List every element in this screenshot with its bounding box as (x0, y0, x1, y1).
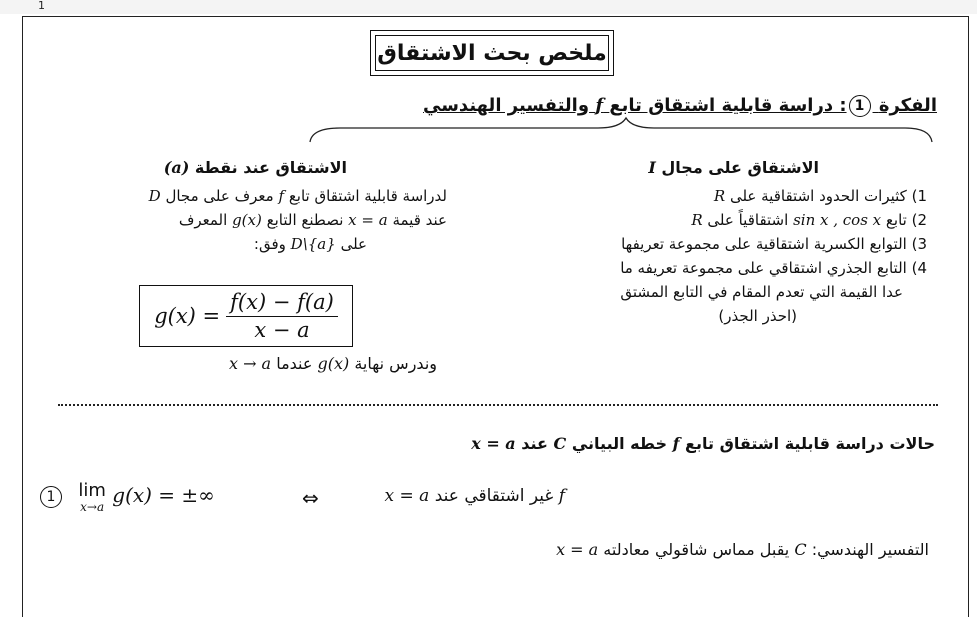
left-column-heading: الاشتقاق عند نقطة (a) (163, 158, 347, 177)
page-title: ملخص بحث الاشتقاق (370, 30, 614, 76)
idea-text: : دراسة قابلية اشتقاق تابع (609, 95, 847, 116)
case-number-circle: 1 (40, 486, 62, 508)
list-item: 2) تابع sin x , cos x اشتقاقياً على R (691, 211, 927, 229)
text-line: عند قيمة x = a نصطنع التابع g(x) المعرف (178, 211, 447, 229)
case-1-iff: ⇔ (302, 486, 319, 510)
right-column (620, 156, 927, 328)
list-item: 3) التوابع الكسرية اشتقاقية على مجموعة تعريفها (621, 235, 927, 253)
idea-label: الفكرة (878, 95, 937, 116)
page-number: 1 (38, 0, 45, 12)
geometric-interpretation: التفسير الهندسي: C يقبل مماس شاقولي معادلته x = a (556, 540, 929, 559)
list-item: 4) التابع الجذري اشتقاقي على مجموعة تعريفه ما (620, 259, 927, 277)
list-item: 1) كثيرات الحدود اشتقاقية على R (713, 187, 927, 205)
text-line: على D\{a} وفق: (253, 235, 367, 253)
left-column (149, 156, 447, 256)
limit-study-line: وندرس نهاية g(x) عندما x → a (228, 354, 437, 373)
idea-heading (423, 95, 937, 117)
idea-number-circle: 1 (849, 95, 871, 117)
difference-quotient-formula: g(x) = $\frac{f(x) - f(a)}{x - a}$ (139, 285, 353, 347)
dotted-divider (58, 404, 938, 406)
idea-rest: والتفسير الهندسي (423, 95, 590, 116)
case-1-condition: f غير اشتقاقي عند x = a (384, 486, 565, 506)
right-column-heading: الاشتقاق على مجال I (648, 158, 819, 177)
page-header-strip (0, 0, 977, 14)
case-1-limit: 1 lim x→a g(x) = ±∞ (38, 480, 215, 513)
text-line: لدراسة قابلية اشتقاق تابع f معرف على مجال D (148, 187, 447, 205)
cases-heading: حالات دراسة قابلية اشتقاق تابع f خطه البياني C عند x = a (471, 434, 935, 453)
list-item-continuation: (احذر الجذر) (718, 307, 797, 325)
idea-f: f (595, 95, 604, 116)
list-item-continuation: عدا القيمة التي تعدم المقام في التابع المشتق (620, 283, 903, 301)
